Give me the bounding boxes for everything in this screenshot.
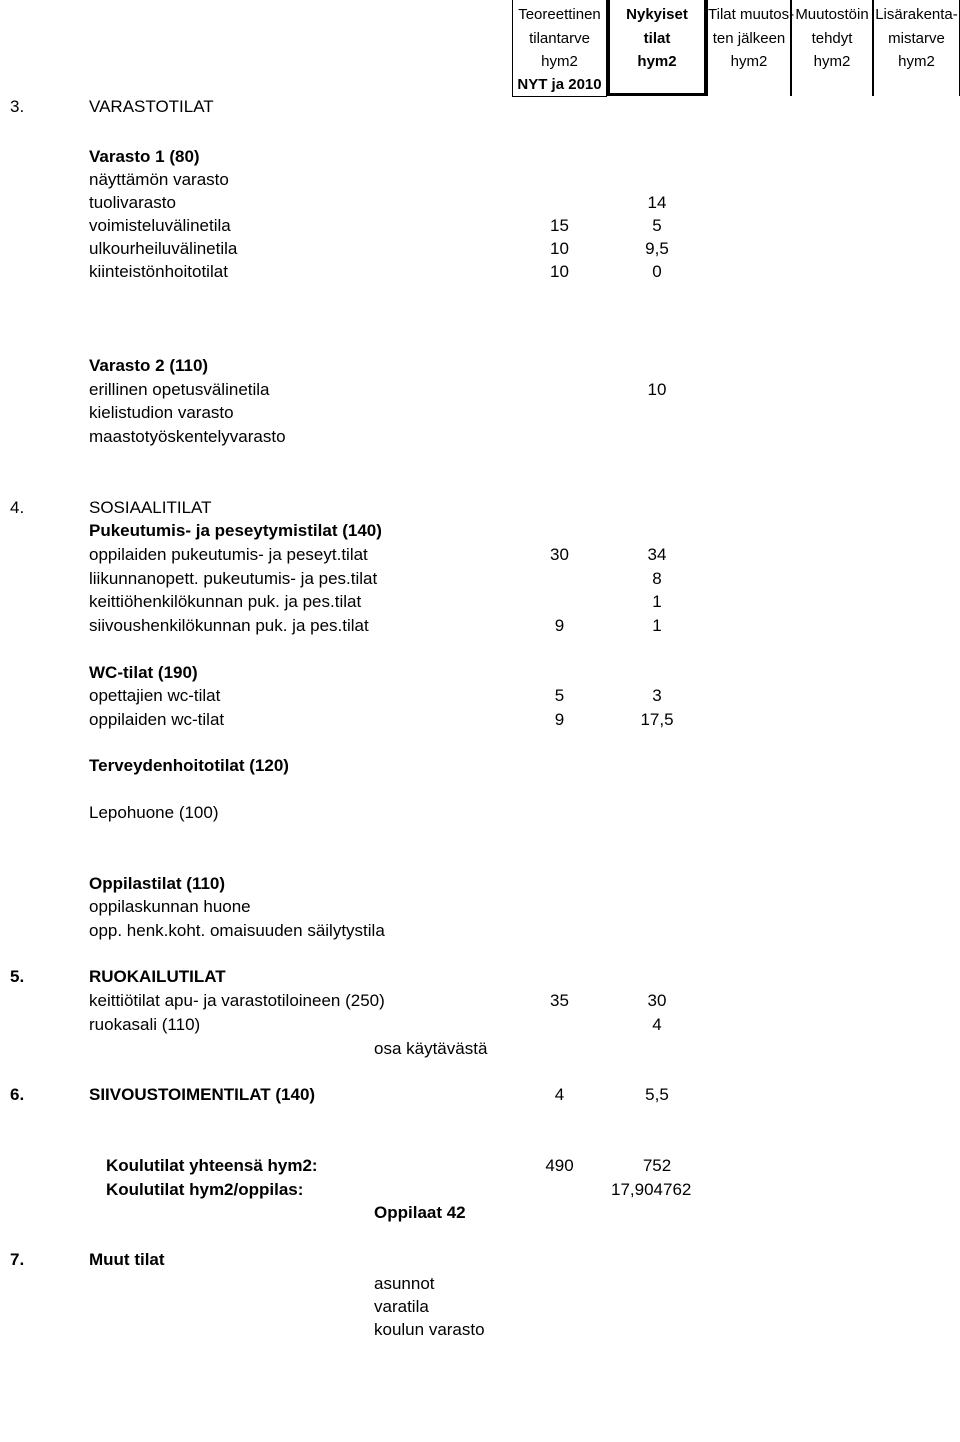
row-current-value: 8 xyxy=(652,569,662,588)
header-line: NYT ja 2010 xyxy=(517,76,602,93)
header-renovated xyxy=(791,0,873,96)
row-current-value: 3 xyxy=(652,686,662,705)
pupil-count: Oppilaat 42 xyxy=(374,1203,466,1222)
row-theoretical-value: 4 xyxy=(554,1085,565,1104)
row-label: koulun varasto xyxy=(374,1320,485,1339)
row-theoretical-value: 15 xyxy=(550,216,569,235)
section-title: SOSIAALITILAT xyxy=(89,498,212,517)
header-after-changes xyxy=(707,0,795,96)
row-label: maastotyöskentelyvarasto xyxy=(89,427,286,446)
header-line: Teoreettinen xyxy=(518,6,601,23)
row-theoretical-value: 9 xyxy=(554,616,565,635)
header-line: tilantarve xyxy=(529,30,590,47)
row-theoretical-value: 5 xyxy=(554,686,565,705)
row-theoretical-value: 9 xyxy=(554,710,565,729)
header-line: mistarve xyxy=(888,30,945,47)
section-number: 3. xyxy=(10,97,25,116)
header-current xyxy=(607,0,707,96)
header-line: Tilat muutos- xyxy=(708,6,795,23)
row-theoretical-value: 35 xyxy=(550,991,569,1010)
row-label: oppilaskunnan huone xyxy=(89,897,251,916)
section-number: 5. xyxy=(10,967,25,986)
row-label: kiinteistönhoitotilat xyxy=(89,262,228,281)
subsection-title: Varasto 2 (110) xyxy=(89,356,209,375)
header-divider xyxy=(512,96,607,97)
row-label: voimisteluvälinetila xyxy=(89,216,231,235)
row-current-value: 34 xyxy=(647,545,667,564)
header-extension-need xyxy=(873,0,960,96)
header-line: hym2 xyxy=(730,53,768,70)
row-current-value: 10 xyxy=(647,380,667,399)
header-line: hym2 xyxy=(637,53,677,70)
row-label: ruokasali (110) xyxy=(89,1015,201,1034)
subsection-title: WC-tilat (190) xyxy=(89,663,198,682)
subsection-title: Pukeutumis- ja peseytymistilat (140) xyxy=(89,521,382,540)
row-current-value: 1 xyxy=(652,592,662,611)
row-current-value: 14 xyxy=(647,193,667,212)
subsection-title: Terveydenhoitotilat (120) xyxy=(89,756,289,775)
section-number: 6. xyxy=(10,1085,25,1104)
row-label: tuolivarasto xyxy=(89,193,176,212)
row-current-value: 4 xyxy=(652,1015,662,1034)
header-line: ten jälkeen xyxy=(712,30,786,47)
row-label: kielistudion varasto xyxy=(89,403,234,422)
row-current-value: 17,5 xyxy=(640,710,674,729)
row-current-value: 5,5 xyxy=(645,1085,669,1104)
header-line: hym2 xyxy=(541,53,578,70)
total-current-value: 752 xyxy=(642,1156,672,1175)
section-title: SIIVOUSTOIMENTILAT (140) xyxy=(89,1085,316,1104)
subsection-title: Varasto 1 (80) xyxy=(89,147,200,166)
row-label: siivoushenkilökunnan puk. ja pes.tilat xyxy=(89,616,369,635)
section-number: 7. xyxy=(10,1250,25,1269)
row-label: erillinen opetusvälinetila xyxy=(89,380,270,399)
header-line: Muutostöin xyxy=(795,6,869,23)
row-current-value: 30 xyxy=(647,991,667,1010)
subsection-title: Lepohuone (100) xyxy=(89,803,219,822)
row-note: osa käytävästä xyxy=(374,1039,488,1058)
header-theoretical xyxy=(512,0,607,96)
header-line: tilat xyxy=(643,30,671,47)
row-current-value: 5 xyxy=(652,216,662,235)
row-current-value: 9,5 xyxy=(645,239,669,258)
header-line: hym2 xyxy=(898,53,935,70)
row-label: ulkourheiluvälinetila xyxy=(89,239,238,258)
per-pupil-value: 17,904762 xyxy=(611,1180,692,1199)
row-theoretical-value: 30 xyxy=(550,545,569,564)
subsection-title: Oppilastilat (110) xyxy=(89,874,226,893)
total-label: Koulutilat yhteensä hym2: xyxy=(106,1156,318,1175)
row-label: oppilaiden pukeutumis- ja peseyt.tilat xyxy=(89,545,368,564)
header-line: tehdyt xyxy=(811,30,853,47)
section-number: 4. xyxy=(10,498,25,517)
section-title: RUOKAILUTILAT xyxy=(89,967,226,986)
header-line: Nykyiset xyxy=(626,6,688,23)
section-title: VARASTOTILAT xyxy=(89,97,214,116)
row-label: opp. henk.koht. omaisuuden säilytystila xyxy=(89,921,385,940)
row-label: näyttämön varasto xyxy=(89,170,229,189)
section-title: Muut tilat xyxy=(89,1250,165,1269)
header-line: Lisärakenta- xyxy=(875,6,958,23)
row-label: opettajien wc-tilat xyxy=(89,686,221,705)
total-theoretical-value: 490 xyxy=(545,1156,574,1175)
row-label: keittiöhenkilökunnan puk. ja pes.tilat xyxy=(89,592,362,611)
row-theoretical-value: 10 xyxy=(550,262,569,281)
row-label: oppilaiden wc-tilat xyxy=(89,710,225,729)
row-label: liikunnanopett. pukeutumis- ja pes.tilat xyxy=(89,569,378,588)
row-current-value: 0 xyxy=(652,262,662,281)
row-label: varatila xyxy=(374,1297,429,1316)
row-label: asunnot xyxy=(374,1274,435,1293)
row-theoretical-value: 10 xyxy=(550,239,569,258)
per-pupil-label: Koulutilat hym2/oppilas: xyxy=(106,1180,304,1199)
row-label: keittiötilat apu- ja varastotiloineen (250) xyxy=(89,991,385,1010)
row-current-value: 1 xyxy=(652,616,662,635)
header-line: hym2 xyxy=(813,53,851,70)
